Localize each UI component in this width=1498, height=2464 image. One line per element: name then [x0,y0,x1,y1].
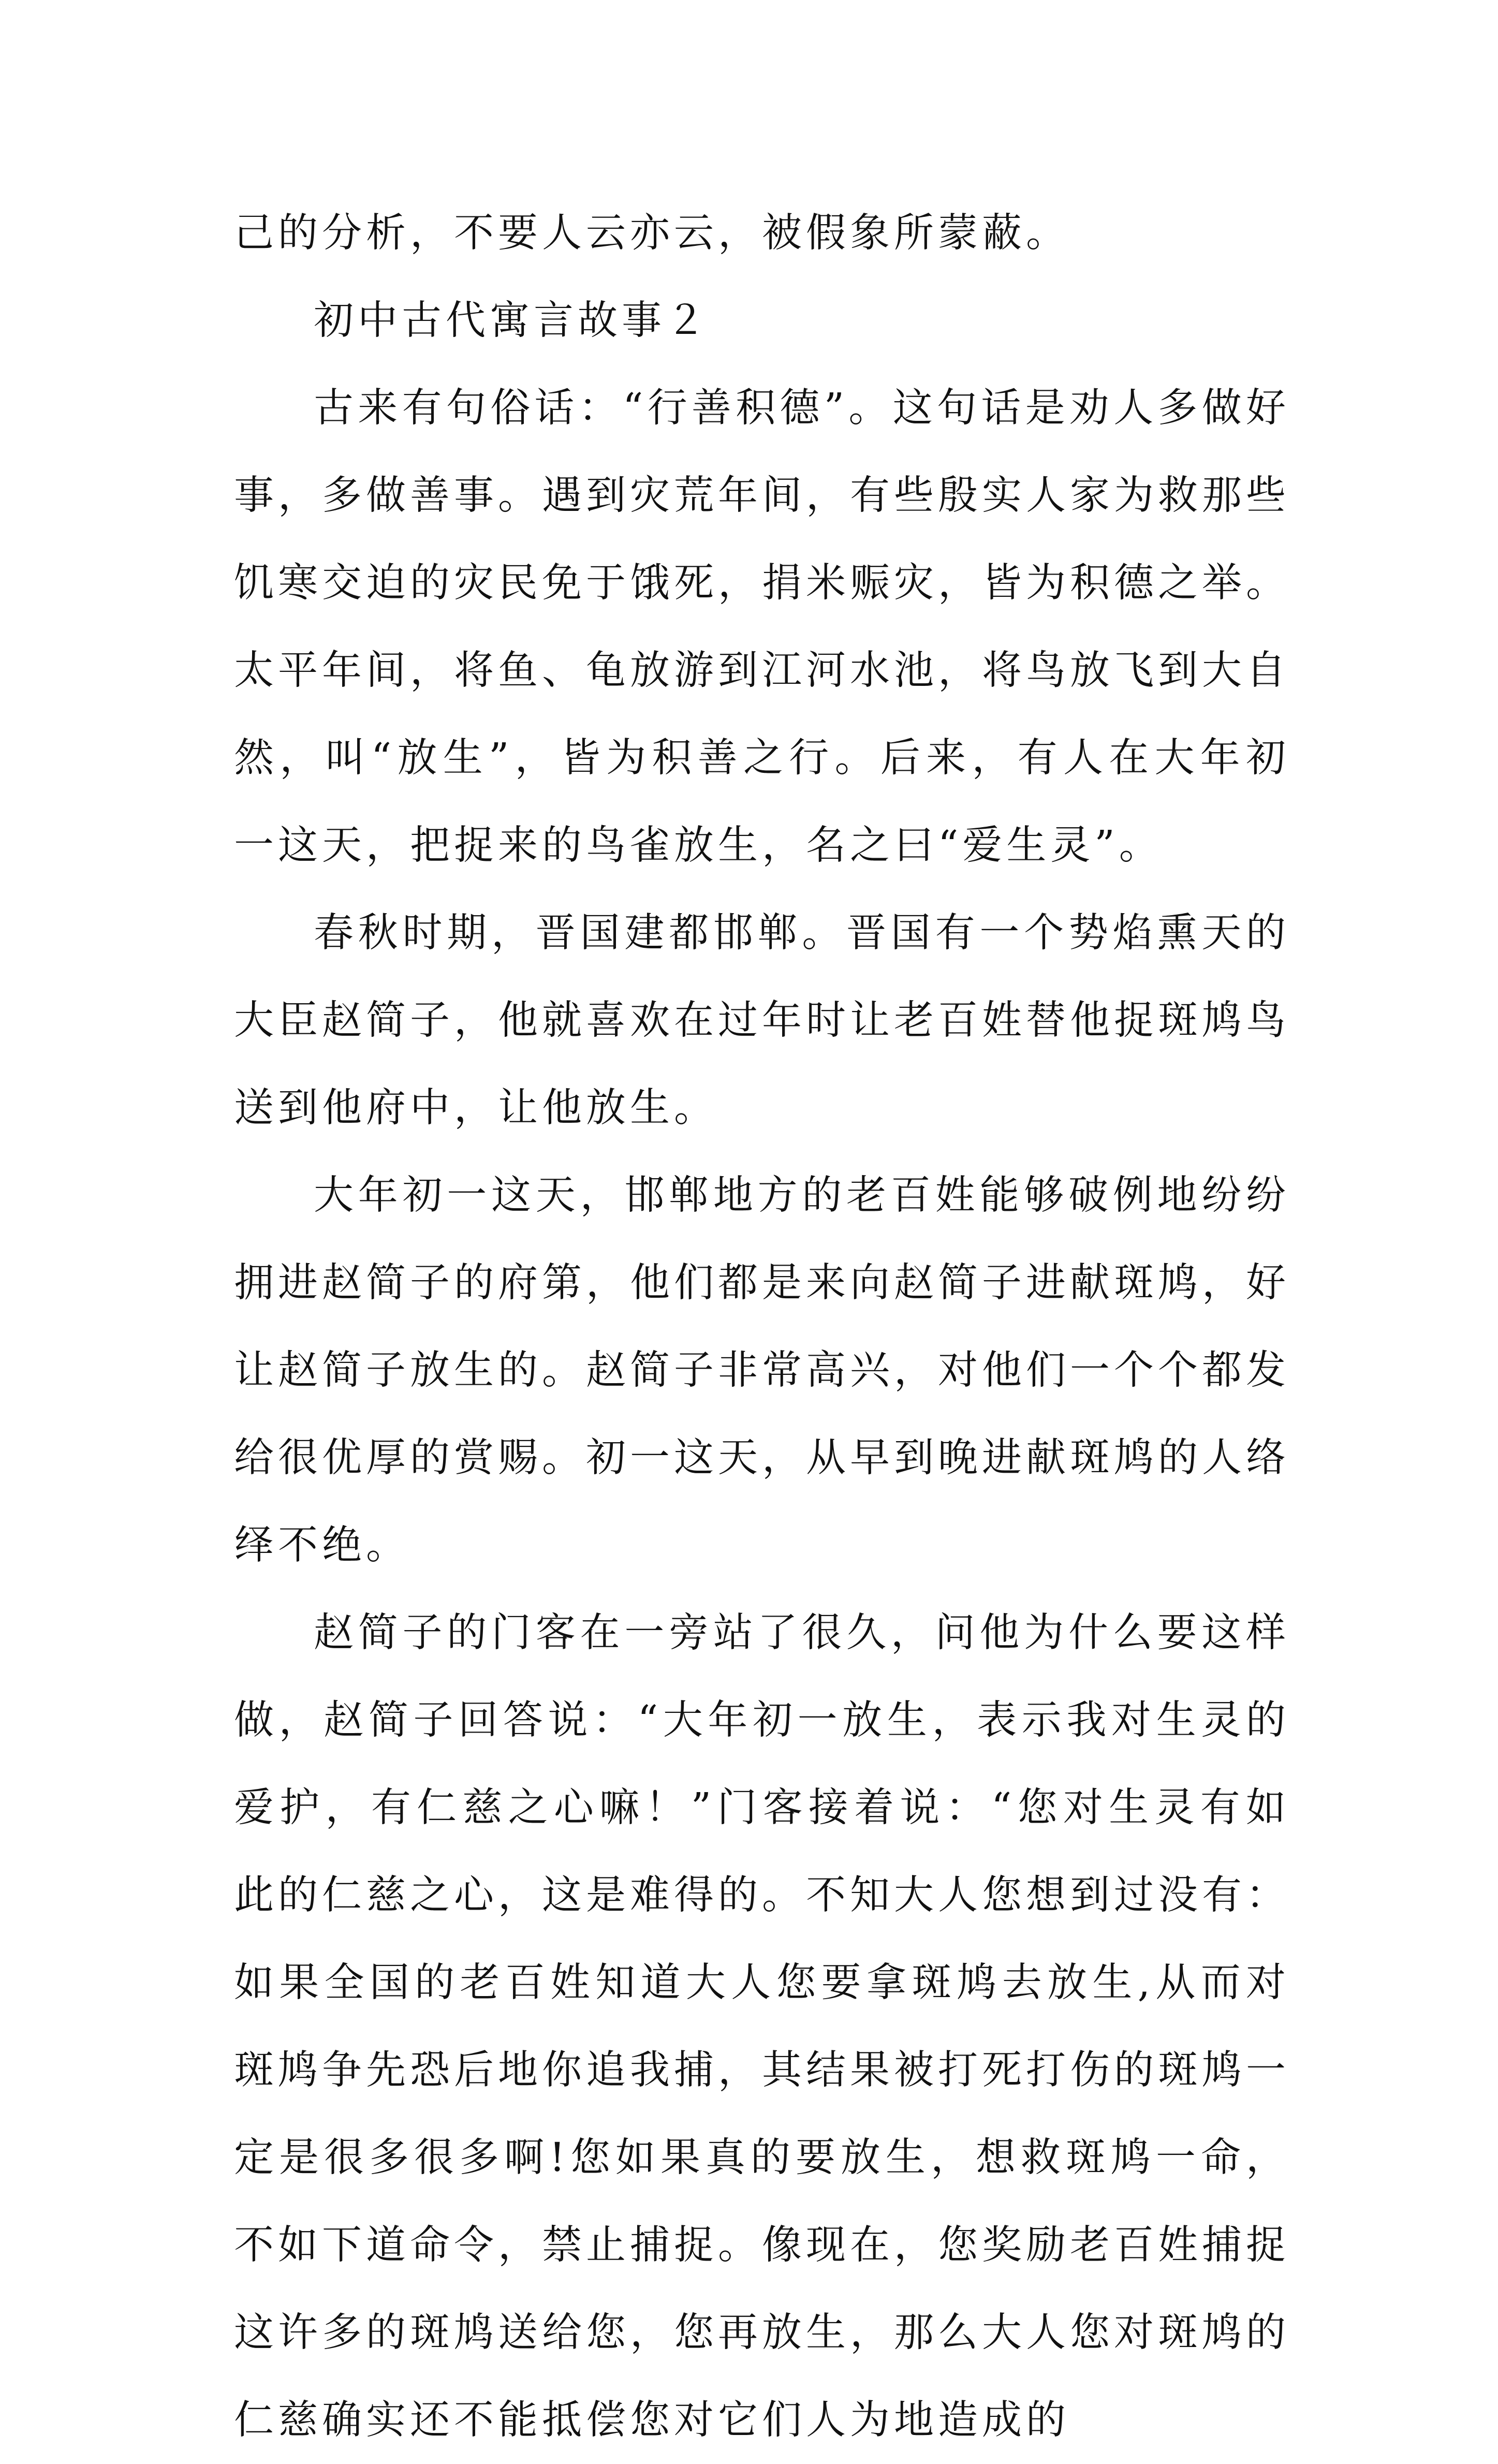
body-paragraph: 大年初一这天，邯郸地方的老百姓能够破例地纷纷拥进赵简子的府第，他们都是来向赵简子进献斑鸠，好让赵简子放生的。赵简子非常高兴，对他们一个个都发给很优厚的赏赐。初一这天，从早到晚进献斑鸠的人络绎不绝。 [234,1172,1290,1568]
body-paragraph: 古来有句俗话：“行善积德”。这句话是劝人多做好事，多做善事。遇到灾荒年间，有些殷实人家为救那些饥寒交迫的灾民免于饿死，捐米赈灾，皆为积德之举。太平年间，将鱼、龟放游到江河水池，将鸟放飞到大自然，叫“放生”，皆为积善之行。后来，有人在大年初一这天，把捉来的鸟雀放生，名之曰“爱生灵”。 [234,385,1290,869]
story-heading: 初中古代寓言故事２ [314,298,710,344]
document-body [234,189,1290,2464]
body-paragraph: 春秋时期，晋国建都邯郸。晋国有一个势焰熏天的大臣赵简子，他就喜欢在过年时让老百姓替他捉斑鸠鸟送到他府中，让他放生。 [234,910,1290,1131]
body-paragraph: 赵简子的门客在一旁站了很久，问他为什么要这样做，赵简子回答说：“大年初一放生，表示我对生灵的爱护，有仁慈之心嘛！”门客接着说：“您对生灵有如此的仁慈之心，这是难得的。不知大人您想到过没有：如果全国的老百姓知道大人您要拿斑鸠去放生,从而对斑鸠争先恐后地你追我捕，其结果被打死打伤的斑鸠一定是很多很多啊!您如果真的要放生，想救斑鸠一命，不如下道命令，禁止捕捉。像现在，您奖励老百姓捕捉这许多的斑鸠送给您，您再放生，那么大人您对斑鸠的仁慈确实还不能抵偿您对它们人为地造成的 [234,1610,1290,2443]
continuation-paragraph: 己的分析，不要人云亦云，被假象所蒙蔽。 [234,210,1070,256]
